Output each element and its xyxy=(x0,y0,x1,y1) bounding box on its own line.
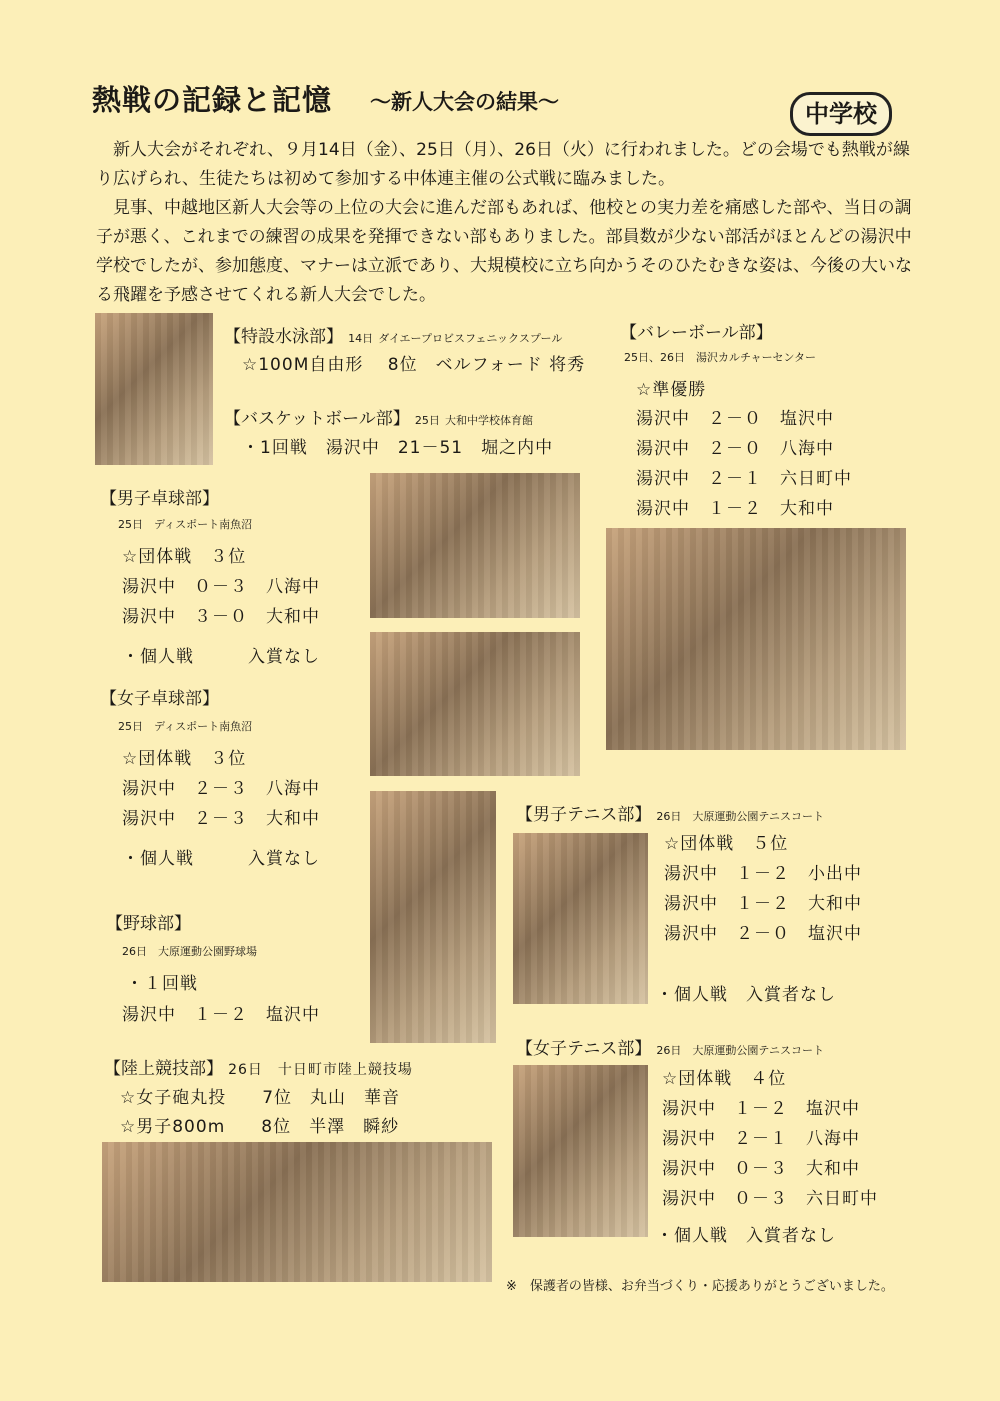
intro-text xyxy=(96,136,916,310)
track-section xyxy=(104,1054,413,1079)
volley-line-2: 湯沢中 ２－０ 塩沢中 xyxy=(636,409,834,429)
baseball-line-1: ・１回戦 xyxy=(126,974,198,994)
track-photo xyxy=(102,1142,492,1282)
school-badge: 中学校 xyxy=(790,92,892,136)
basket-venue: 大和中学校体育館 xyxy=(445,414,533,427)
boys-tennis-datevenue: 26日 大原運動公園テニスコート xyxy=(656,810,824,823)
boys-tennis-line-5: ・個人戦 入賞者なし xyxy=(656,985,836,1005)
boys-tennis-photo xyxy=(513,833,648,1004)
girls-tennis-line-1: ☆団体戦 ４位 xyxy=(662,1069,787,1089)
basket-heading: 【バスケットボール部】 xyxy=(224,409,410,429)
boys-tt-line-4: ・個人戦 入賞なし xyxy=(122,647,320,667)
girls-tennis-line-5: 湯沢中 ０－３ 六日町中 xyxy=(662,1189,878,1209)
volleyball-photo xyxy=(606,528,906,750)
track-line-1: ☆女子砲丸投 7位 丸山 華音 xyxy=(120,1088,401,1108)
swim-section xyxy=(224,322,562,347)
footer-note: ※ 保護者の皆様、お弁当づくり・応援ありがとうございました。 xyxy=(506,1279,894,1294)
girls-tennis-heading: 【女子テニス部】 xyxy=(516,1039,652,1059)
boys-tennis-line-4: 湯沢中 ２－０ 塩沢中 xyxy=(664,924,862,944)
girls-tennis-line-2: 湯沢中 １－２ 塩沢中 xyxy=(662,1099,860,1119)
girls-tt-heading: 【女子卓球部】 xyxy=(100,689,219,709)
track-line-2: ☆男子800m 8位 半澤 瞬紗 xyxy=(120,1117,400,1137)
volley-datevenue: 25日、26日 湯沢カルチャーセンター xyxy=(624,351,817,364)
basket-result: ・1回戦 湯沢中 21－51 堀之内中 xyxy=(242,438,554,458)
table-tennis-boys-photo xyxy=(370,473,580,618)
boys-tennis-line-3: 湯沢中 １－２ 大和中 xyxy=(664,894,862,914)
boys-tennis-section xyxy=(516,800,824,825)
page-title: 熱戦の記録と記憶 xyxy=(92,83,333,117)
volley-line-4: 湯沢中 ２－１ 六日町中 xyxy=(636,469,852,489)
girls-tt-line-2: 湯沢中 ２－３ 八海中 xyxy=(122,779,320,799)
boys-tt-datevenue: 25日 ディスポート南魚沼 xyxy=(118,518,253,531)
girls-tennis-section xyxy=(516,1034,824,1059)
baseball-heading: 【野球部】 xyxy=(106,914,191,934)
girls-tennis-datevenue: 26日 大原運動公園テニスコート xyxy=(656,1044,824,1057)
boys-tt-line-1: ☆団体戦 ３位 xyxy=(122,547,247,567)
baseball-datevenue: 26日 大原運動公園野球場 xyxy=(122,945,257,958)
volley-line-1: ☆準優勝 xyxy=(636,380,707,400)
basketball-photo xyxy=(95,313,213,465)
page-subtitle: ～新人大会の結果～ xyxy=(370,90,559,114)
swim-heading: 【特設水泳部】 xyxy=(224,327,343,347)
girls-tt-line-3: 湯沢中 ２－３ 大和中 xyxy=(122,809,320,829)
volley-line-5: 湯沢中 １－２ 大和中 xyxy=(636,499,834,519)
intro-paragraph-1: 新人大会がそれぞれ、９月14日（金）、25日（月）、26日（火）に行われました。どの会場でも熱戦が繰り広げられ、生徒たちは初めて参加する中体連主催の公式戦に臨みました。 xyxy=(96,140,910,189)
boys-tennis-heading: 【男子テニス部】 xyxy=(516,805,652,825)
track-datevenue: 26日 十日町市陸上競技場 xyxy=(228,1062,413,1078)
basket-section xyxy=(224,404,533,429)
boys-tt-heading: 【男子卓球部】 xyxy=(100,489,219,509)
boys-tennis-line-2: 湯沢中 １－２ 小出中 xyxy=(664,864,862,884)
swim-venue: ダイエープロビスフェニックスプール xyxy=(378,332,563,345)
girls-tennis-line-3: 湯沢中 ２－１ 八海中 xyxy=(662,1129,860,1149)
boys-tt-line-3: 湯沢中 ３－０ 大和中 xyxy=(122,607,320,627)
table-tennis-girls-photo xyxy=(370,632,580,776)
girls-tennis-line-4: 湯沢中 ０－３ 大和中 xyxy=(662,1159,860,1179)
girls-tennis-line-6: ・個人戦 入賞者なし xyxy=(656,1226,836,1246)
boys-tt-line-2: 湯沢中 ０－３ 八海中 xyxy=(122,577,320,597)
volley-line-3: 湯沢中 ２－０ 八海中 xyxy=(636,439,834,459)
swim-date: 14日 xyxy=(348,332,374,345)
girls-tt-line-4: ・個人戦 入賞なし xyxy=(122,849,320,869)
boys-tennis-line-1: ☆団体戦 ５位 xyxy=(664,834,789,854)
baseball-photo xyxy=(370,791,496,1043)
baseball-line-2: 湯沢中 １－２ 塩沢中 xyxy=(122,1005,320,1025)
girls-tennis-photo xyxy=(513,1065,648,1237)
swim-result: ☆100M自由形 8位 ベルフォード 将秀 xyxy=(242,355,586,375)
basket-date: 25日 xyxy=(414,414,440,427)
girls-tt-datevenue: 25日 ディスポート南魚沼 xyxy=(118,720,253,733)
girls-tt-line-1: ☆団体戦 ３位 xyxy=(122,749,247,769)
intro-paragraph-2: 見事、中越地区新人大会等の上位の大会に進んだ部もあれば、他校との実力差を痛感した部や、当日の調子が悪く、これまでの練習の成果を発揮できない部もありました。部員数が少ない部活がほとんどの湯沢中学校でしたが、参加態度、マナーは立派であり、大規模校に立ち向かうそのひたむきな姿は、今後の大いなる飛躍を予感させてくれる新人大会でした。 xyxy=(96,198,912,305)
volley-heading: 【バレーボール部】 xyxy=(620,323,773,343)
track-heading: 【陸上競技部】 xyxy=(104,1059,223,1079)
